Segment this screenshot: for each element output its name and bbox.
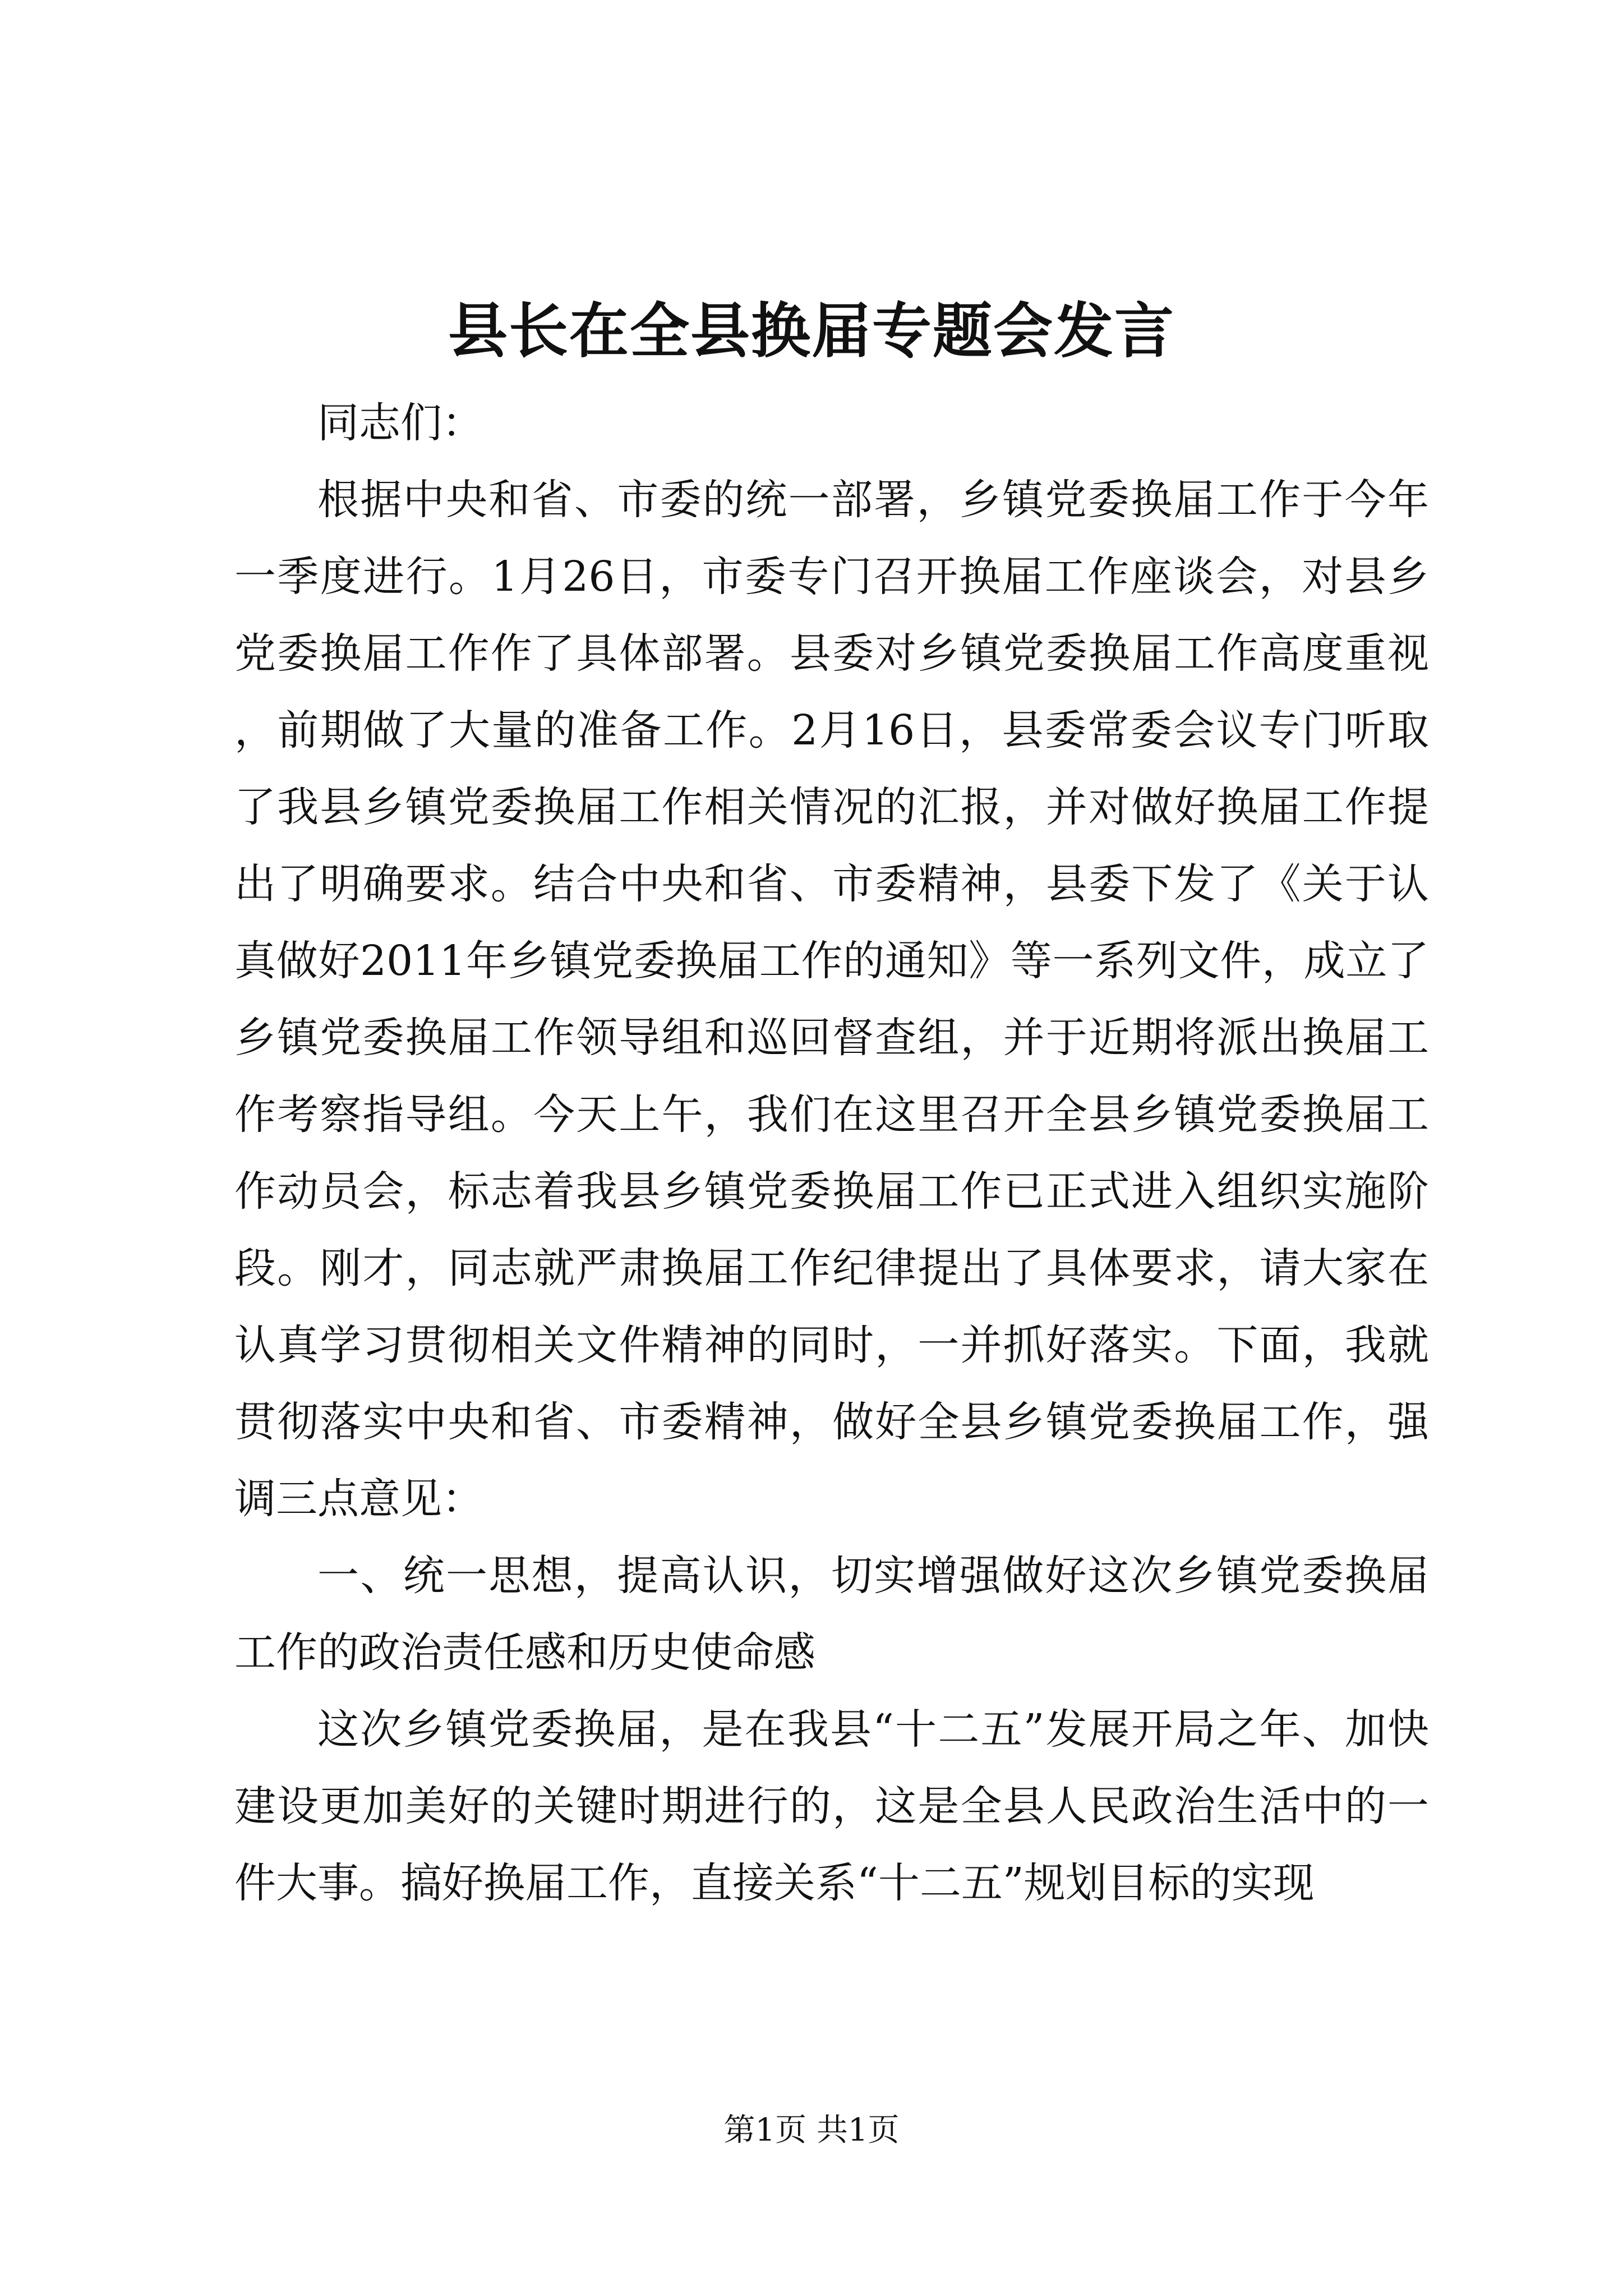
body-paragraph-intro: 根据中央和省、市委的统一部署，乡镇党委换届工作于今年一季度进行。1月26日，市委专门召开换届工作座谈会，对县乡党委换届工作作了具体部署。县委对乡镇党委换届工作高度重视，前期做了大量的准备工作。2月16日，县委常委会议专门听取了我县乡镇党委换届工作相关情况的汇报，并对做好换届工作提出了明确要求。结合中央和省、市委精神，县委下发了《关于认真做好2011年乡镇党委换届工作的通知》等一系列文件，成立了乡镇党委换届工作领导组和巡回督查组，并于近期将派出换届工作考察指导组。今天上午，我们在这里召开全县乡镇党委换届工作动员会，标志着我县乡镇党委换届工作已正式进入组织实施阶段。刚才，同志就严肃换届工作纪律提出了具体要求，请大家在认真学习贯彻相关文件精神的同时，一并抓好落实。下面，我就贯彻落实中央和省、市委精神，做好全县乡镇党委换届工作，强调三点意见： — [234, 476, 1429, 1523]
page-number-footer: 第1页 共1页 — [723, 2112, 900, 2148]
document-body — [234, 385, 1429, 1922]
salutation: 同志们： — [317, 399, 483, 447]
section-heading-1: 一、统一思想，提高认识，切实增强做好这次乡镇党委换届工作的政治责任感和历史使命感 — [234, 1552, 1429, 1677]
document-title: 县长在全县换届专题会发言 — [448, 296, 1175, 366]
body-paragraph-section-1: 这次乡镇党委换届，是在我县“十二五”发展开局之年、加快建设更加美好的关键时期进行的，这是全县人民政治生活中的一件大事。搞好换届工作，直接关系“十二五”规划目标的实现 — [234, 1705, 1429, 1907]
